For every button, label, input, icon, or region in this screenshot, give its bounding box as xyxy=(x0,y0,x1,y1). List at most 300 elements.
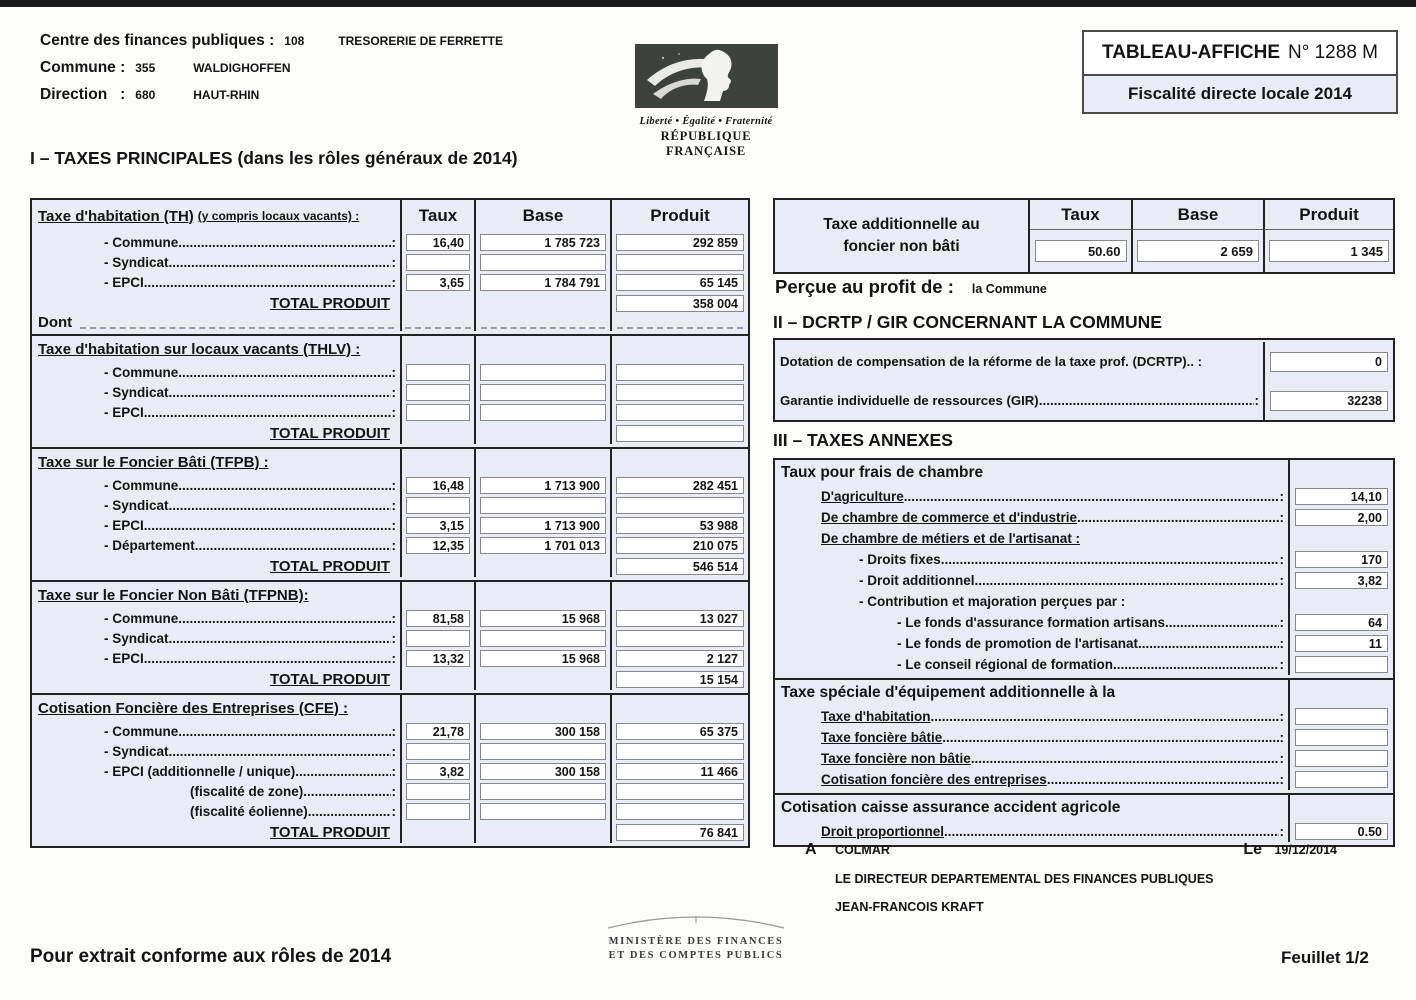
row-label: - EPCI xyxy=(104,517,144,533)
dotted-leader xyxy=(144,275,391,290)
place-city: COLMAR xyxy=(835,843,890,857)
colon xyxy=(391,784,401,799)
dotted-leader xyxy=(169,744,391,759)
percue-label: Perçue au profit de : xyxy=(775,276,954,297)
badge-title xyxy=(1084,32,1396,74)
taux-value: 21,78 xyxy=(406,723,470,740)
date-value: 19/12/2014 xyxy=(1274,843,1337,857)
percue-line xyxy=(775,276,1047,298)
taux-value: 50.60 xyxy=(1035,240,1127,262)
signature-date xyxy=(1243,841,1337,859)
row-label: (fiscalité éolienne) xyxy=(190,803,308,819)
logo-republic: RÉPUBLIQUE FRANÇAISE xyxy=(660,129,752,158)
produit-value: 65 375 xyxy=(616,723,744,740)
group-heading-row xyxy=(32,449,748,475)
taux-value: 3,15 xyxy=(406,517,470,534)
dotted-leader xyxy=(944,824,1279,839)
tafnb-produit-cell xyxy=(1263,230,1393,272)
dotted-leader xyxy=(178,611,390,626)
table-row xyxy=(775,769,1393,790)
total-label: TOTAL PRODUIT xyxy=(270,670,390,688)
tafnb-label-line2: foncier non bâti xyxy=(843,238,960,255)
dotted-leader xyxy=(169,385,391,400)
annexe-value: 64 xyxy=(1295,614,1388,631)
colon xyxy=(391,498,401,513)
total-row xyxy=(32,555,748,577)
base-value xyxy=(480,783,606,800)
group-heading-row xyxy=(32,582,748,608)
column-header-taux: Taux xyxy=(418,206,458,225)
produit-value: 13 027 xyxy=(616,610,744,627)
table-row xyxy=(32,515,748,535)
logo-motto: Liberté • Égalité • Fraternité xyxy=(639,116,773,127)
taux-value xyxy=(406,783,470,800)
produit-value xyxy=(616,743,744,760)
group-heading-row xyxy=(32,695,748,721)
produit-value xyxy=(616,630,744,647)
produit-value xyxy=(616,783,744,800)
subsection-tse xyxy=(775,678,1393,793)
base-value xyxy=(480,803,606,820)
percue-value: la Commune xyxy=(971,282,1047,296)
table-header-row xyxy=(32,200,748,232)
direction-label: Direction : xyxy=(40,86,126,103)
dotted-leader xyxy=(169,631,391,646)
produit-value xyxy=(616,384,744,401)
colon xyxy=(1279,751,1289,766)
row-label: - EPCI xyxy=(104,274,144,290)
total-label: TOTAL PRODUIT xyxy=(270,823,390,841)
badge-title-number: N° 1288 M xyxy=(1288,42,1378,63)
taux-value xyxy=(406,630,470,647)
table-row xyxy=(32,801,748,821)
dotted-leader xyxy=(178,365,390,380)
annexe-value xyxy=(1295,729,1388,746)
base-value: 2 659 xyxy=(1137,240,1259,262)
produit-value: 292 859 xyxy=(616,234,744,251)
direction-value: HAUT-RHIN xyxy=(193,88,260,102)
gir-value: 32238 xyxy=(1270,391,1388,411)
place-prefix: A xyxy=(805,841,817,858)
table-row xyxy=(775,507,1393,528)
table-row xyxy=(32,608,748,628)
taux-value: 13,32 xyxy=(406,650,470,667)
dashed-rule xyxy=(481,327,604,329)
ministry-arc-icon xyxy=(596,912,796,930)
row-label: - Syndicat xyxy=(104,254,169,270)
row-label: - Droit additionnel xyxy=(859,573,975,588)
column-header-base: Base xyxy=(522,206,564,225)
dotted-leader xyxy=(1077,510,1278,525)
subsection-heading-row xyxy=(775,795,1393,821)
produit-value xyxy=(616,497,744,514)
row-label: Dotation de compensation de la réforme de la taxe prof. (DCRTP).. : xyxy=(780,354,1203,369)
total-produit-value: 358 004 xyxy=(616,295,744,312)
dcrtp-value: 0 xyxy=(1270,352,1388,372)
colon xyxy=(1279,573,1289,588)
taux-value xyxy=(406,803,470,820)
row-label: D'agriculture xyxy=(821,489,904,504)
row-label: - EPCI xyxy=(104,650,144,666)
dotted-leader xyxy=(144,405,391,420)
colon xyxy=(1279,772,1289,787)
produit-value: 2 127 xyxy=(616,650,744,667)
produit-value: 1 345 xyxy=(1269,240,1389,262)
row-label: - EPCI xyxy=(104,404,144,420)
table-row xyxy=(775,591,1393,612)
base-value: 1 713 900 xyxy=(480,517,606,534)
group-heading: Taxe sur le Foncier Non Bâti (TFPNB): xyxy=(38,586,309,604)
total-produit-value xyxy=(616,425,744,442)
table-row xyxy=(775,748,1393,769)
colon xyxy=(1279,730,1289,745)
ministry-logo xyxy=(576,912,816,963)
table-row xyxy=(32,535,748,555)
colon xyxy=(391,724,401,739)
signature-name: JEAN-FRANCOIS KRAFT xyxy=(835,900,984,914)
commune-value: WALDIGHOFFEN xyxy=(193,61,291,75)
subsection-ccaa xyxy=(775,793,1393,845)
dotted-leader xyxy=(308,804,391,819)
total-label: TOTAL PRODUIT xyxy=(270,424,390,442)
tafnb-label-line1: Taxe additionnelle au xyxy=(823,216,980,234)
date-prefix: Le xyxy=(1243,841,1262,858)
section-cfe xyxy=(32,693,748,846)
sheet-number: Feuillet 1/2 xyxy=(1281,948,1369,967)
table-row xyxy=(32,761,748,781)
colon xyxy=(391,405,401,420)
annexe-value: 3,82 xyxy=(1295,572,1388,589)
group-heading-note: (y compris locaux vacants) : xyxy=(197,209,360,223)
row-label: Droit proportionnel xyxy=(821,824,944,839)
dotted-leader xyxy=(942,730,1278,745)
subsection-frais-chambre xyxy=(775,460,1393,678)
table-row xyxy=(32,628,748,648)
table-row xyxy=(775,727,1393,748)
taxes-annexes-table xyxy=(773,458,1395,847)
taux-value xyxy=(406,743,470,760)
header-office-block xyxy=(40,32,503,113)
base-value xyxy=(480,404,606,421)
dashed-rule xyxy=(80,327,394,329)
annexe-value: 0.50 xyxy=(1295,823,1388,840)
table-row xyxy=(32,272,748,292)
row-label: - Commune xyxy=(104,364,179,380)
annexe-value: 11 xyxy=(1295,635,1388,652)
dotted-leader xyxy=(178,235,390,250)
dotted-leader xyxy=(971,751,1279,766)
signature-place-date xyxy=(805,841,1395,859)
dotted-leader xyxy=(930,709,1278,724)
subsection-heading: Taxe spéciale d'équipement additionnelle à la xyxy=(781,684,1116,701)
tafnb-label xyxy=(775,200,1030,272)
dont-label: Dont xyxy=(38,314,73,331)
base-value xyxy=(480,497,606,514)
colon xyxy=(1279,510,1289,525)
colon xyxy=(1279,615,1289,630)
row-label: Cotisation foncière des entreprises xyxy=(821,772,1047,787)
produit-value: 65 145 xyxy=(616,274,744,291)
total-produit-value: 76 841 xyxy=(616,824,744,841)
base-value xyxy=(480,254,606,271)
row-label: - Le fonds de promotion de l'artisanat xyxy=(897,636,1138,651)
row-label: - Commune xyxy=(104,723,179,739)
produit-value xyxy=(616,803,744,820)
column-header-taux: Taux xyxy=(1030,200,1131,230)
colon xyxy=(1279,636,1289,651)
colon xyxy=(391,385,401,400)
dont-row xyxy=(32,314,748,331)
group-heading: Taxe d'habitation (TH) xyxy=(38,207,194,225)
signature-place xyxy=(805,841,890,859)
row-label: - Le fonds d'assurance formation artisans xyxy=(897,615,1166,630)
section-taxe-habitation xyxy=(32,200,748,334)
row-label: - Commune xyxy=(104,610,179,626)
table-row xyxy=(775,654,1393,675)
dotted-leader xyxy=(1047,772,1279,787)
dotted-leader xyxy=(144,651,391,666)
section-3-title: III – TAXES ANNEXES xyxy=(773,430,953,450)
colon xyxy=(391,275,401,290)
row-label: Taxe foncière non bâtie xyxy=(821,751,971,766)
ministry-line-2: ET DES COMPTES PUBLICS xyxy=(608,950,784,962)
table-row xyxy=(775,342,1393,381)
table-row xyxy=(32,495,748,515)
table-row xyxy=(32,475,748,495)
colon xyxy=(391,631,401,646)
table-row xyxy=(775,528,1393,549)
table-row xyxy=(32,382,748,402)
column-header-base: Base xyxy=(1131,200,1263,230)
colon xyxy=(391,518,401,533)
section-tfpb xyxy=(32,447,748,580)
colon xyxy=(391,235,401,250)
taux-value xyxy=(406,364,470,381)
dotted-leader xyxy=(169,255,391,270)
taux-value: 3,65 xyxy=(406,274,470,291)
base-value: 15 968 xyxy=(480,610,606,627)
table-row xyxy=(775,612,1393,633)
colon xyxy=(391,365,401,380)
tafnb-taux-cell xyxy=(1030,230,1131,272)
produit-value: 53 988 xyxy=(616,517,744,534)
signature-title: LE DIRECTEUR DEPARTEMENTAL DES FINANCES PUBLIQUES xyxy=(835,872,1214,886)
badge-subtitle: Fiscalité directe locale 2014 xyxy=(1084,74,1396,112)
annexe-value xyxy=(1295,708,1388,725)
column-header-produit: Produit xyxy=(650,206,710,225)
dashed-rule xyxy=(405,327,471,329)
taxes-principales-table xyxy=(30,198,750,848)
total-label: TOTAL PRODUIT xyxy=(270,294,390,312)
table-row xyxy=(775,486,1393,507)
header-row xyxy=(40,32,503,59)
colon xyxy=(391,804,401,819)
base-value: 15 968 xyxy=(480,650,606,667)
row-label: - Syndicat xyxy=(104,743,169,759)
annexe-value: 14,10 xyxy=(1295,488,1388,505)
total-row xyxy=(32,821,748,843)
office-label: Centre des finances publiques : xyxy=(40,32,275,49)
total-produit-value: 546 514 xyxy=(616,558,744,575)
group-heading: Taxe d'habitation sur locaux vacants (THLV) : xyxy=(38,340,361,358)
dotted-leader xyxy=(303,784,390,799)
colon xyxy=(391,744,401,759)
table-row xyxy=(32,362,748,382)
table-row xyxy=(775,381,1393,420)
dotted-leader xyxy=(195,538,391,553)
dotted-leader xyxy=(1138,636,1279,651)
colon xyxy=(1254,393,1264,408)
taux-value xyxy=(406,404,470,421)
taux-value: 81,58 xyxy=(406,610,470,627)
subsection-heading: Cotisation caisse assurance accident agricole xyxy=(781,799,1121,816)
republique-francaise-logo xyxy=(630,44,782,159)
annexe-value xyxy=(1295,656,1388,673)
colon xyxy=(1279,709,1289,724)
row-label: Garantie individuelle de ressources (GIR) xyxy=(780,393,1039,408)
base-value: 300 158 xyxy=(480,763,606,780)
produit-value: 282 451 xyxy=(616,477,744,494)
dotted-leader xyxy=(941,552,1279,567)
badge-title-bold: TABLEAU-AFFICHE xyxy=(1102,42,1281,63)
taux-value: 16,40 xyxy=(406,234,470,251)
column-header-produit: Produit xyxy=(1263,200,1393,230)
tableau-affiche-badge xyxy=(1082,30,1398,114)
table-row xyxy=(32,252,748,272)
taux-value: 3,82 xyxy=(406,763,470,780)
colon xyxy=(1279,657,1289,672)
total-row xyxy=(32,668,748,690)
row-label: Taxe foncière bâtie xyxy=(821,730,943,745)
colon xyxy=(391,538,401,553)
section-2-title: II – DCRTP / GIR CONCERNANT LA COMMUNE xyxy=(773,312,1162,332)
total-produit-value: 15 154 xyxy=(616,671,744,688)
row-label: - Département xyxy=(104,537,195,553)
annexe-value xyxy=(1295,771,1388,788)
row-label: - Commune xyxy=(104,477,179,493)
subsection-heading-row xyxy=(775,460,1393,486)
table-row xyxy=(775,706,1393,727)
dotted-leader xyxy=(295,764,390,779)
dotted-leader xyxy=(1039,393,1254,408)
subsection-heading-row xyxy=(775,680,1393,706)
group-heading: Taxe sur le Foncier Bâti (TFPB) : xyxy=(38,453,269,471)
dotted-leader xyxy=(1165,615,1278,630)
table-row xyxy=(775,633,1393,654)
group-heading: Cotisation Foncière des Entreprises (CFE) : xyxy=(38,699,349,717)
section-tfpnb xyxy=(32,580,748,693)
commune-label: Commune : xyxy=(40,59,126,76)
row-label: - Syndicat xyxy=(104,630,169,646)
produit-value: 11 466 xyxy=(616,763,744,780)
header-row xyxy=(40,86,503,113)
colon xyxy=(391,255,401,270)
colon xyxy=(1279,552,1289,567)
table-row xyxy=(32,741,748,761)
tafnb-base-cell xyxy=(1131,230,1263,272)
produit-value xyxy=(616,404,744,421)
base-value: 1 785 723 xyxy=(480,234,606,251)
section-thlv xyxy=(32,334,748,447)
subsection-heading: Taux pour frais de chambre xyxy=(781,464,984,481)
base-value xyxy=(480,743,606,760)
row-label: - Syndicat xyxy=(104,384,169,400)
colon xyxy=(391,651,401,666)
colon xyxy=(1279,489,1289,504)
header-row xyxy=(40,59,503,86)
table-row xyxy=(32,781,748,801)
dotted-leader xyxy=(178,478,390,493)
taux-value: 12,35 xyxy=(406,537,470,554)
dotted-leader xyxy=(169,498,391,513)
taux-value: 16,48 xyxy=(406,477,470,494)
dcrtp-table xyxy=(773,338,1395,422)
row-label: - Syndicat xyxy=(104,497,169,513)
row-label: - Contribution et majoration perçues par : xyxy=(859,594,1126,609)
dotted-leader xyxy=(144,518,391,533)
row-label: De chambre de métiers et de l'artisanat : xyxy=(821,531,1081,546)
annexe-value: 170 xyxy=(1295,551,1388,568)
annexe-value xyxy=(1295,750,1388,767)
table-row xyxy=(32,648,748,668)
row-label: (fiscalité de zone) xyxy=(190,783,304,799)
direction-code: 680 xyxy=(135,88,156,102)
produit-value xyxy=(616,364,744,381)
row-label: - EPCI (additionnelle / unique) xyxy=(104,763,296,779)
taux-value xyxy=(406,497,470,514)
taxe-additionnelle-table xyxy=(773,198,1395,274)
taux-value xyxy=(406,254,470,271)
table-row xyxy=(775,549,1393,570)
scan-edge-bar xyxy=(0,0,1416,7)
total-row xyxy=(32,292,748,314)
dashed-rule xyxy=(617,327,742,329)
base-value: 1 701 013 xyxy=(480,537,606,554)
produit-value xyxy=(616,254,744,271)
section-1-title: I – TAXES PRINCIPALES (dans les rôles généraux de 2014) xyxy=(30,148,518,168)
attestation-text: Pour extrait conforme aux rôles de 2014 xyxy=(30,946,392,967)
table-row xyxy=(775,570,1393,591)
signature-block xyxy=(805,841,1395,914)
row-label: De chambre de commerce et d'industrie xyxy=(821,510,1078,525)
dotted-leader xyxy=(1113,657,1278,672)
base-value xyxy=(480,384,606,401)
commune-code: 355 xyxy=(135,61,156,75)
table-row xyxy=(32,721,748,741)
row-label: - Droits fixes xyxy=(859,552,941,567)
ministry-line-1: MINISTÈRE DES FINANCES xyxy=(608,936,784,947)
base-value: 1 784 791 xyxy=(480,274,606,291)
colon xyxy=(391,478,401,493)
office-value: TRESORERIE DE FERRETTE xyxy=(338,34,503,48)
table-row xyxy=(775,821,1393,842)
dotted-leader xyxy=(975,573,1279,588)
colon xyxy=(391,764,401,779)
office-code: 108 xyxy=(284,34,305,48)
marianne-icon xyxy=(635,44,778,108)
base-value: 300 158 xyxy=(480,723,606,740)
dotted-leader xyxy=(904,489,1279,504)
colon xyxy=(1279,824,1289,839)
colon xyxy=(391,611,401,626)
dotted-leader xyxy=(178,724,390,739)
row-label: Taxe d'habitation xyxy=(821,709,931,724)
table-row xyxy=(32,402,748,422)
produit-value: 210 075 xyxy=(616,537,744,554)
total-label: TOTAL PRODUIT xyxy=(270,557,390,575)
total-row xyxy=(32,422,748,444)
annexe-value: 2,00 xyxy=(1295,509,1388,526)
